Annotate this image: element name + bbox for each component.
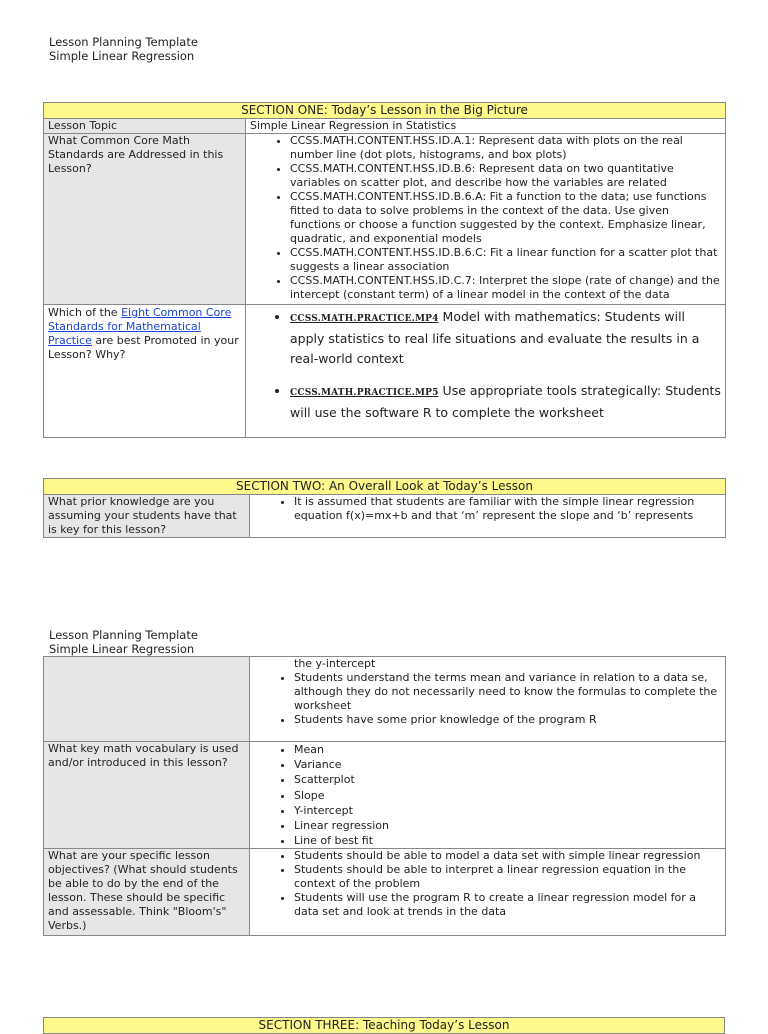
section-two-title: SECTION TWO: An Overall Look at Today’s Lesson: [44, 479, 726, 495]
vocabulary-cell: [250, 742, 726, 849]
prior-knowledge-continued-cell: [250, 657, 726, 742]
list-item: • Students understand the terms mean and variance in relation to a data se, although they do not necessarily need to know the formulas to complete the worksheet: [294, 671, 721, 713]
list-item: • Line of best fit: [294, 833, 721, 848]
header-lesson-title: Simple Linear Regression: [49, 642, 195, 656]
continued-text: the y-intercept: [294, 657, 376, 670]
prior-knowledge-cell: [250, 495, 726, 538]
list-item: • It is assumed that students are familiar with the simple linear regression equation f(x)=mx+b and that ‘m’ represent the slope and ‘b’ represents: [294, 495, 721, 523]
list-item: • CCSS.MATH.CONTENT.HSS.ID.B.6.C: Fit a linear function for a scatter plot that suggests a linear association: [290, 246, 721, 274]
list-item: [290, 307, 721, 369]
page-header: [49, 35, 198, 63]
section-one-title: SECTION ONE: Today’s Lesson in the Big Picture: [44, 103, 726, 119]
standards-list: [250, 134, 721, 302]
prior-knowledge-list: [254, 495, 721, 523]
practice-code: CCSS.MATH.PRACTICE.MP5: [290, 388, 439, 398]
math-practice-link[interactable]: Eight Common Core Standards for Mathematical Practice: [48, 306, 232, 347]
lesson-topic-value: Simple Linear Regression in Statistics: [246, 119, 726, 134]
practice-text: Model with mathematics: Students will apply statistics to real life situations and evaluate the results in a real-world context: [290, 309, 700, 366]
practice-text: Use appropriate tools strategically: Students will use the software R to complete the worksheet: [290, 383, 721, 420]
practice-label-post: are best Promoted in your Lesson? Why?: [48, 334, 239, 361]
list-item: • Students will use the program R to create a linear regression model for a data set and look at trends in the data: [294, 891, 721, 919]
standards-cell: [246, 134, 726, 305]
section-two-continued-table: [43, 656, 726, 936]
page-two-header: [49, 628, 198, 656]
vocabulary-list: [254, 742, 721, 848]
list-item: • Linear regression: [294, 818, 721, 833]
list-item: • Slope: [294, 788, 721, 803]
header-lesson-title: Simple Linear Regression: [49, 49, 195, 63]
list-item: [290, 381, 721, 423]
list-item: • Students should be able to interpret a linear regression equation in the context of the problem: [294, 863, 721, 891]
prior-knowledge-list: [254, 671, 721, 727]
prior-knowledge-label-empty: [44, 657, 250, 742]
prior-knowledge-label: What prior knowledge are you assuming your students have that is key for this lesson?: [44, 495, 250, 538]
list-item: • CCSS.MATH.CONTENT.HSS.ID.B.6: Represent data on two quantitative variables on scatter plot, and describe how the variables are related: [290, 162, 721, 190]
practice-label: [44, 305, 246, 438]
list-item: • CCSS.MATH.CONTENT.HSS.ID.B.6.A: Fit a function to the data; use functions fitted to data to solve problems in the context of the data. Use given functions or choose a function suggested by the context. Emphasize linear, quadratic, and exponential models: [290, 190, 721, 246]
section-three-title: SECTION THREE: Teaching Today’s Lesson: [44, 1018, 725, 1034]
header-template-title: Lesson Planning Template: [49, 35, 198, 49]
objectives-list: [254, 849, 721, 919]
practices-list: [250, 307, 721, 423]
objectives-label: What are your specific lesson objectives? (What should students be able to do by the end of the lesson. These should be specific and assessable. Think "Bloom's" Verbs.): [44, 849, 250, 936]
standards-label: What Common Core Math Standards are Addressed in this Lesson?: [44, 134, 246, 305]
list-item: • Y-intercept: [294, 803, 721, 818]
practice-label-pre: Which of the: [48, 306, 122, 319]
list-item: • CCSS.MATH.CONTENT.HSS.ID.A.1: Represent data with plots on the real number line (dot plots, histograms, and box plots): [290, 134, 721, 162]
list-item: • CCSS.MATH.CONTENT.HSS.ID.C.7: Interpret the slope (rate of change) and the intercept (constant term) of a linear model in the context of the data: [290, 274, 721, 302]
header-template-title: Lesson Planning Template: [49, 628, 198, 642]
list-item: • Students have some prior knowledge of the program R: [294, 713, 721, 727]
list-item: • Variance: [294, 757, 721, 772]
section-three-table: [43, 1017, 725, 1034]
list-item: • Scatterplot: [294, 772, 721, 787]
list-item: • Mean: [294, 742, 721, 757]
practice-code: CCSS.MATH.PRACTICE.MP4: [290, 314, 439, 324]
vocabulary-label: What key math vocabulary is used and/or introduced in this lesson?: [44, 742, 250, 849]
section-two-table: [43, 478, 726, 538]
section-one-table: [43, 102, 726, 438]
lesson-topic-label: Lesson Topic: [44, 119, 246, 134]
objectives-cell: [250, 849, 726, 936]
practices-cell: [246, 305, 726, 438]
list-item: • Students should be able to model a data set with simple linear regression: [294, 849, 721, 863]
